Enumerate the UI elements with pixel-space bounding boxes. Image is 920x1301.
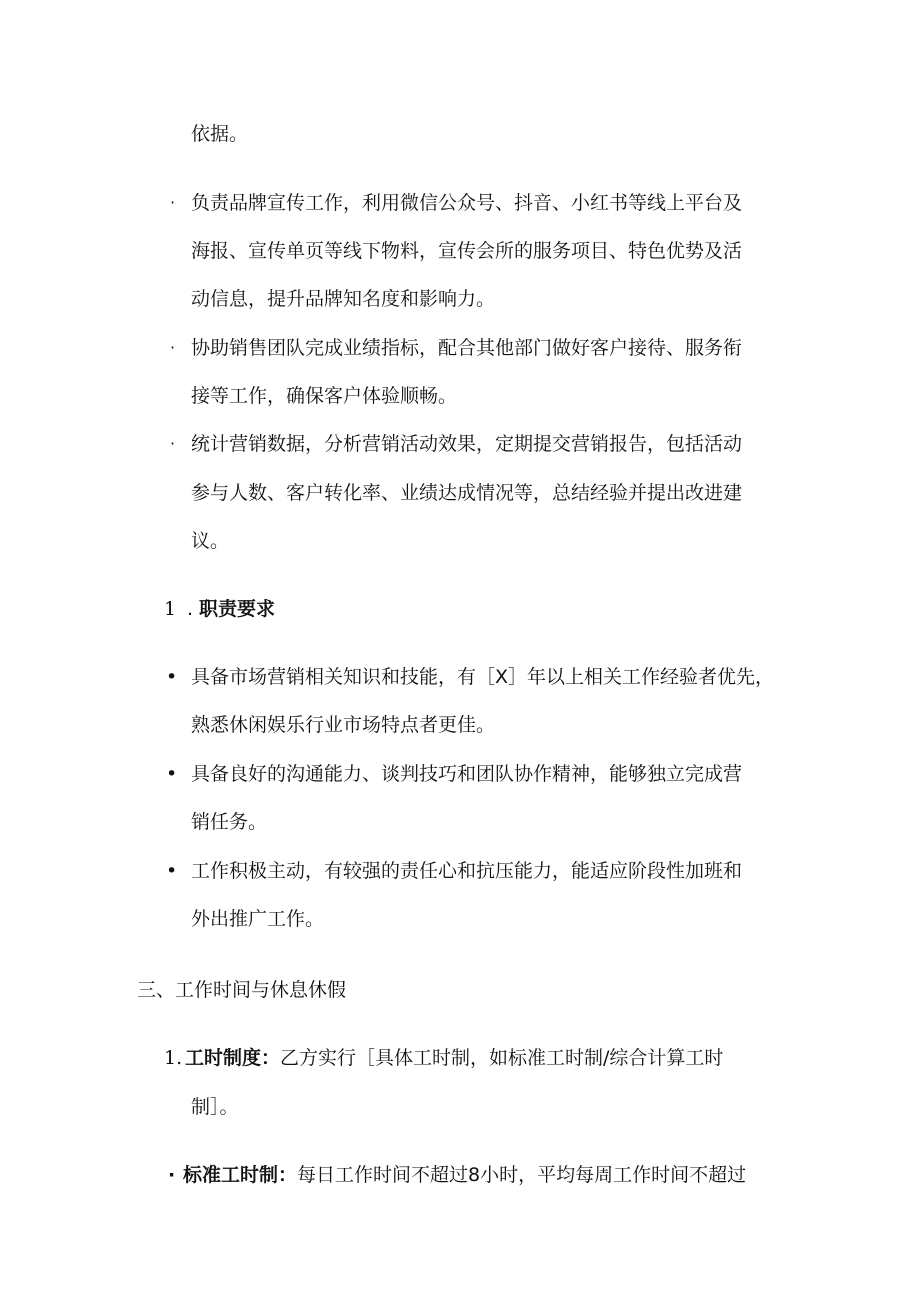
paragraph-tail: 依据。: [191, 123, 249, 145]
list-item-line: 议。: [191, 530, 230, 552]
list-item-line: 动信息，提升品牌知名度和影响力。: [191, 288, 496, 310]
section-title: 三、工作时间与休息休假: [137, 979, 347, 1001]
hours-label: 工时制度：: [185, 1047, 281, 1069]
item-number: 1.: [164, 1047, 183, 1069]
bullet-dot: ·: [168, 1164, 176, 1186]
bullet-dot: •: [166, 860, 178, 882]
hours-text: 乙方实行［具体工时制，如标准工时制/综合计算工时: [280, 1047, 724, 1069]
list-item-line: 具备良好的沟通能力、谈判技巧和团队协作精神，能够独立完成营: [191, 763, 743, 785]
list-item-line: 外出推广工作。: [191, 908, 325, 930]
list-item-line: 海报、宣传单页等线下物料，宣传会所的服务项目、特色优势及活: [191, 240, 743, 262]
list-item-line: 具备市场营销相关知识和技能，有［X］年以上相关工作经验者优先，: [191, 666, 775, 688]
list-item-line: 熟悉休闲娱乐行业市场特点者更佳。: [191, 714, 496, 736]
list-item-line: 负责品牌宣传工作，利用微信公众号、抖音、小红书等线上平台及: [191, 192, 743, 214]
list-item-line: 接等工作，确保客户体验顺畅。: [191, 385, 458, 407]
list-item-line: 工作积极主动，有较强的责任心和抗压能力，能适应阶段性加班和: [191, 860, 743, 882]
heading-title: 职责要求: [199, 598, 276, 620]
hours-text-cont: 制］。: [191, 1096, 239, 1118]
bullet-dot: •: [166, 666, 178, 688]
standard-hours-line: [183, 1162, 746, 1188]
standard-hours-text: 每日工作时间不超过8小时，平均每周工作时间不超过: [297, 1164, 747, 1186]
bullet-dot: ·: [170, 193, 176, 212]
bullet-dot: •: [166, 763, 178, 785]
heading-dot: .: [187, 598, 194, 620]
standard-hours-label: 标准工时制：: [183, 1164, 298, 1186]
heading-number: 1: [164, 598, 177, 620]
list-item-line: 统计营销数据，分析营销活动效果，定期提交营销报告，包括活动: [191, 433, 743, 455]
bullet-dot: ·: [170, 434, 176, 453]
list-item-line: 协助销售团队完成业绩指标，配合其他部门做好客户接待、服务衔: [191, 337, 743, 359]
bullet-dot: ·: [170, 338, 176, 357]
list-item-line: 销任务。: [191, 811, 268, 833]
hours-item-line: [185, 1045, 723, 1071]
list-item-line: 参与人数、客户转化率、业绩达成情况等，总结经验并提出改进建: [191, 482, 743, 504]
